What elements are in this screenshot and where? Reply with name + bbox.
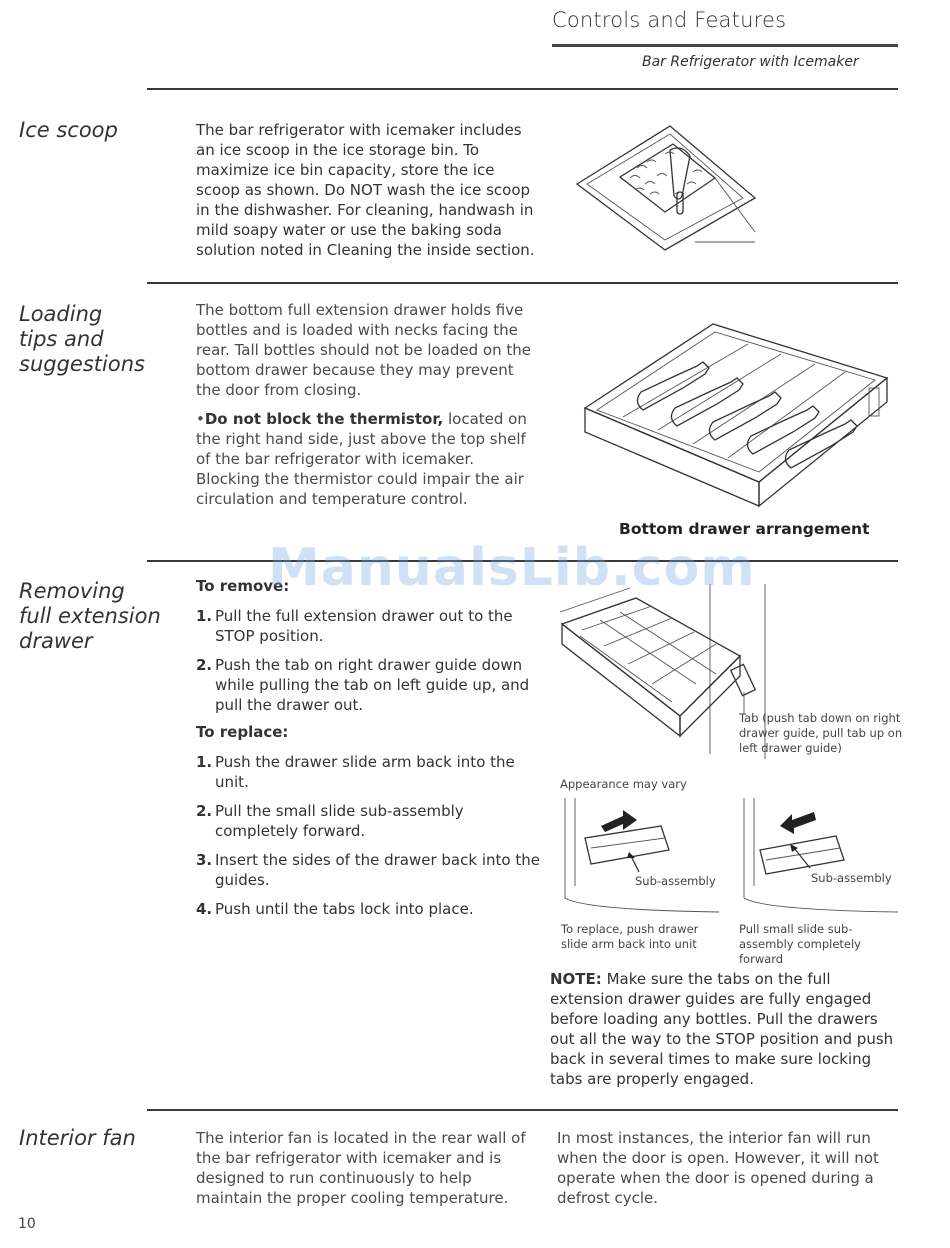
page-header-subtitle: Bar Refrigerator with Icemaker: [642, 54, 859, 70]
to-remove-heading: To remove:: [196, 577, 290, 595]
step-number: 1.: [196, 753, 213, 771]
section-divider: [147, 88, 898, 90]
drawer-caption: Bottom drawer arrangement: [619, 520, 870, 538]
section-title-ice-scoop: Ice scoop: [19, 118, 118, 142]
step-number: 2.: [196, 656, 213, 674]
step-number: 2.: [196, 802, 213, 820]
step-text: Push the tab on right drawer guide down while pulling the tab on left guide up, and pull the drawer out.: [215, 656, 530, 714]
step-number: 4.: [196, 900, 213, 918]
list-item: [196, 655, 541, 715]
title-line: tips and: [19, 327, 104, 351]
step-text: Push until the tabs lock into place.: [215, 900, 474, 918]
slide-push-illustration: [561, 798, 721, 918]
appearance-note: Appearance may vary: [560, 777, 687, 791]
step-number: 1.: [196, 607, 213, 625]
section-divider: [147, 282, 898, 284]
list-item: [196, 606, 541, 646]
step-text: Pull the full extension drawer out to the STOP position.: [215, 607, 513, 645]
list-item: [196, 752, 541, 792]
thermistor-bullet: [196, 409, 531, 509]
title-line: drawer: [19, 629, 93, 653]
fan-text-col1: The interior fan is located in the rear wall of the bar refrigerator with icemaker and is designed to run continuously to help maintain the proper cooling temperature.: [196, 1129, 526, 1207]
note-paragraph: [550, 969, 895, 1089]
note-label: NOTE:: [550, 970, 602, 988]
header-rule: [552, 44, 898, 47]
step-text: Insert the sides of the drawer back into the guides.: [215, 851, 540, 889]
sub-assembly-label-left: Sub-assembly: [635, 874, 716, 888]
bottom-drawer-illustration: [583, 322, 889, 507]
section-divider: [147, 1109, 898, 1111]
note-text: Make sure the tabs on the full extension drawer guides are fully engaged before loading any bottles. Pull the drawers out all the way to the STOP position and push back in several times to make sure locking tabs are properly engaged.: [550, 970, 894, 1088]
tab-caption: Tab (push tab down on right drawer guide, pull tab up on left drawer guide): [739, 711, 903, 755]
pull-caption: Pull small slide sub-assembly completely forward: [739, 922, 861, 966]
list-item: [196, 850, 541, 890]
slide-pull-illustration: [740, 798, 900, 918]
ice-scoop-text: The bar refrigerator with icemaker includes an ice scoop in the ice storage bin. To maximize ice bin capacity, store the ice scoop as shown. Do NOT wash the ice scoop in the dishwasher. For cleaning, handwash in mild soapy water or use the baking soda solution noted in Cleaning the inside section.: [196, 121, 535, 259]
watermark: ManualsLib.com: [268, 538, 756, 598]
bullet-bold-text: Do not block the thermistor,: [204, 410, 444, 428]
title-line: full extension: [19, 604, 161, 628]
list-item: [196, 899, 541, 919]
title-line: suggestions: [19, 352, 145, 376]
loading-paragraph: The bottom full extension drawer holds five bottles and is loaded with necks facing the rear. Tall bottles should not be loaded on the bottom drawer because they may prevent the door from closing.: [196, 301, 531, 399]
sub-assembly-label-right: Sub-assembly: [811, 871, 892, 885]
bullet-icon: •: [196, 410, 205, 428]
section-title-removing: [19, 579, 161, 654]
replace-caption: To replace, push drawer slide arm back into unit: [561, 922, 699, 951]
replace-steps: [196, 752, 541, 919]
to-replace-heading: To replace:: [196, 723, 289, 741]
list-item: [196, 801, 541, 841]
page-header-title: Controls and Features: [552, 8, 787, 32]
step-text: Push the drawer slide arm back into the unit.: [215, 753, 515, 791]
remove-steps: [196, 606, 541, 715]
section-title-loading: [19, 302, 145, 377]
fan-text-col2: In most instances, the interior fan will run when the door is open. However, it will not operate when the door is opened during a defrost cycle.: [557, 1129, 879, 1207]
page-number: 10: [18, 1216, 36, 1232]
title-line: Loading: [19, 302, 103, 326]
removal-instructions: [196, 576, 541, 928]
step-text: Pull the small slide sub-assembly completely forward.: [215, 802, 464, 840]
step-number: 3.: [196, 851, 213, 869]
ice-scoop-illustration: [575, 122, 760, 252]
bullet-text: located on the right hand side, just above the top shelf of the bar refrigerator with icemaker. Blocking the thermistor could impair the air circulation and temperature control.: [196, 410, 527, 508]
title-line: Removing: [19, 579, 125, 603]
section-title-interior-fan: Interior fan: [19, 1126, 136, 1150]
